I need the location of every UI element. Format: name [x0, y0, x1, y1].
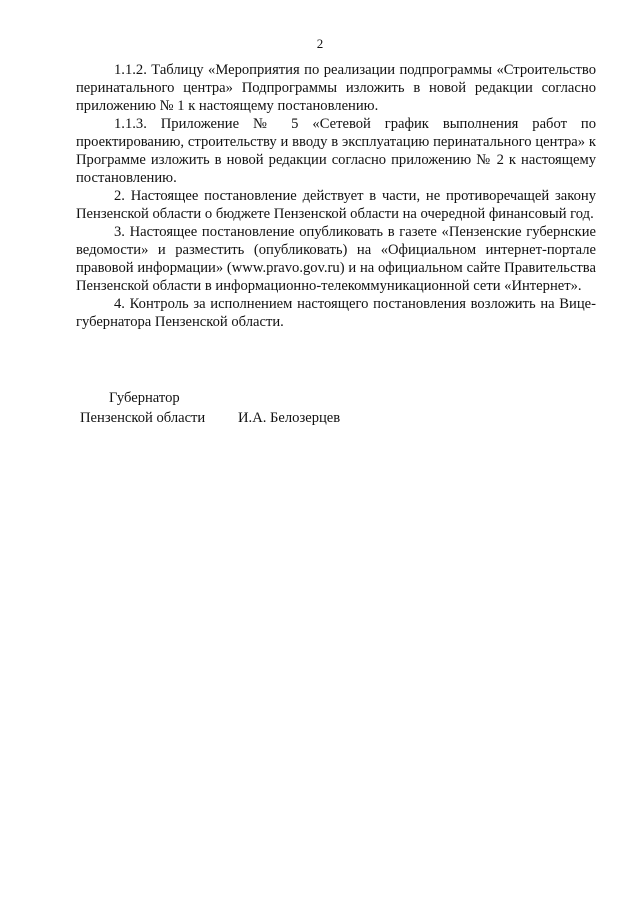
- paragraph-1-1-3: 1.1.3. Приложение № 5 «Сетевой график выполнения работ по проектированию, строительству и вводу в эксплуатацию перинатального центра» к Программе изложить в новой редакции согласно приложению № 2 к настоящему постановлению.: [76, 116, 596, 186]
- paragraph-3: 3. Настоящее постановление опубликовать в газете «Пензенские губернские ведомости» и разместить (опубликовать) на «Официальном интернет-портале правовой информации» (www.pravo.gov.ru) и на официальном сайте Правительства Пензенской области в информационно-телекоммуникационной сети «Интернет».: [76, 224, 596, 294]
- paragraph-1-1-2: 1.1.2. Таблицу «Мероприятия по реализации подпрограммы «Строительство перинатального центра» Подпрограммы изложить в новой редакции согласно приложению № 1 к настоящему постановлению.: [76, 62, 596, 114]
- signatory-name: И.А. Белозерцев: [238, 410, 341, 426]
- document-body: [76, 61, 596, 331]
- page-number: 2: [316, 36, 324, 51]
- signatory-title-line2: Пензенской области: [80, 410, 206, 426]
- paragraph-2: 2. Настоящее постановление действует в части, не противоречащей закону Пензенской области о бюджете Пензенской области на очередной финансовый год.: [76, 188, 596, 222]
- paragraph-4: 4. Контроль за исполнением настоящего постановления возложить на Вице-губернатора Пензенской области.: [76, 296, 596, 330]
- signatory-title-line1: Губернатор: [109, 390, 180, 406]
